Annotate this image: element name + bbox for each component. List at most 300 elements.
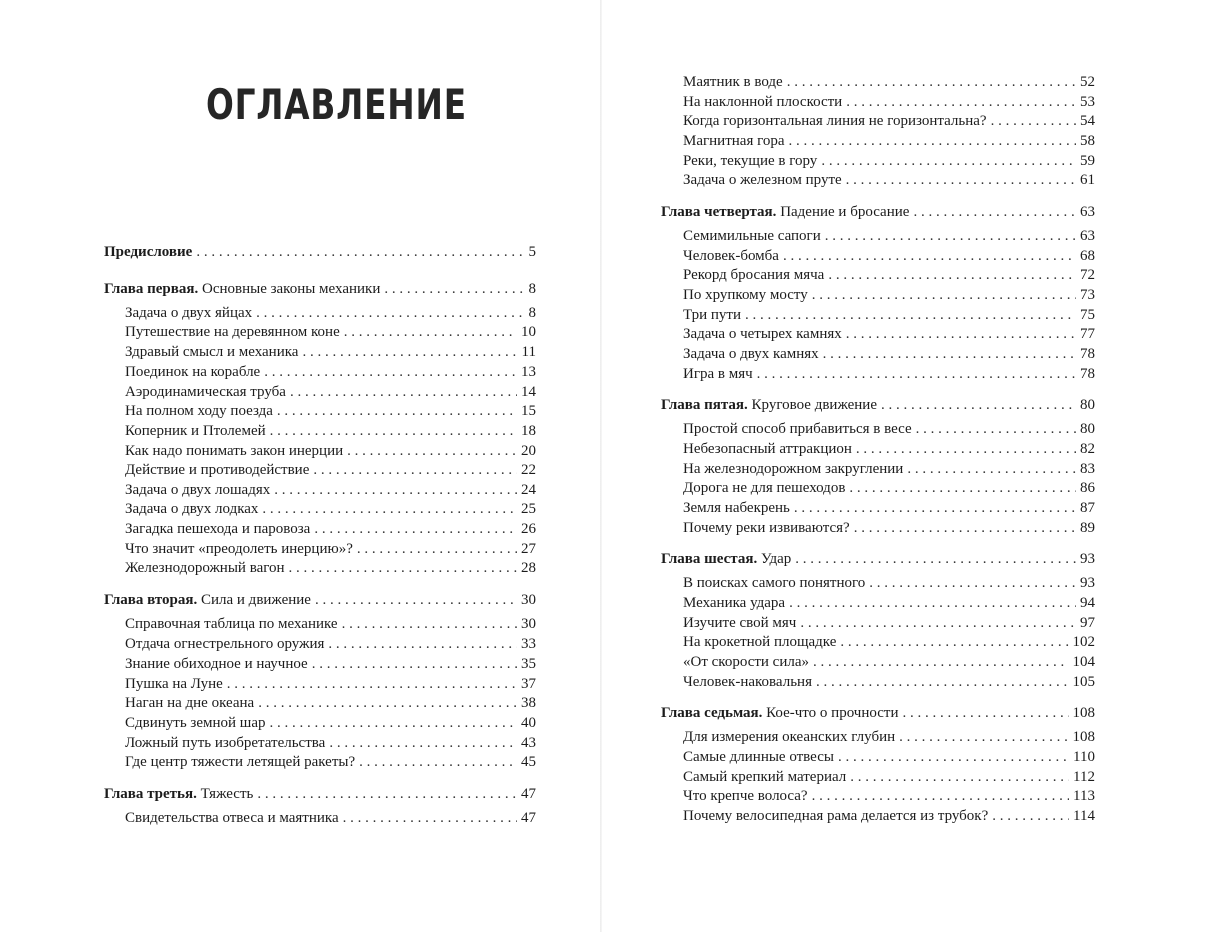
- dot-leader: [800, 613, 1076, 633]
- toc-section-entry: [683, 170, 1095, 190]
- toc-entry-title: [125, 674, 223, 694]
- dot-leader: [881, 395, 1076, 415]
- toc-page-number: 13: [521, 364, 536, 380]
- dot-leader: [314, 519, 517, 539]
- toc-section-entry: [125, 654, 536, 674]
- dot-leader: [838, 747, 1069, 767]
- dot-leader: [812, 786, 1069, 806]
- dot-leader: [270, 713, 517, 733]
- toc-entry-label: Механика удара: [683, 595, 786, 611]
- toc-entry-label: Задача о двух лошадях: [125, 482, 271, 498]
- toc-page-number: 80: [1080, 421, 1095, 437]
- dot-leader: [783, 246, 1076, 266]
- dot-leader: [903, 703, 1069, 723]
- dot-leader: [816, 672, 1069, 692]
- dot-leader: [256, 303, 524, 323]
- toc-entry-label: Игра в мяч: [683, 366, 753, 382]
- toc-section-entry: [683, 459, 1095, 479]
- toc-entry-label: Свидетельства отвеса и маятника: [125, 810, 339, 826]
- dot-leader: [290, 382, 517, 402]
- toc-entry-bold-label: Глава третья.: [104, 786, 197, 802]
- toc-entry-title: [125, 441, 343, 461]
- toc-page-number: 75: [1080, 307, 1095, 323]
- toc-page-number: 15: [521, 403, 536, 419]
- toc-section-entry: [125, 752, 536, 772]
- toc-page-number: 27: [521, 541, 536, 557]
- toc-entry-label: Небезопасный аттракцион: [683, 441, 852, 457]
- toc-section-entry: [683, 419, 1095, 439]
- toc-entry-label: В поисках самого понятного: [683, 575, 866, 591]
- toc-entry-bold-label: Глава четвертая.: [661, 204, 777, 220]
- toc-entry-title: [683, 419, 912, 439]
- toc-entry-label: Пушка на Луне: [125, 676, 223, 692]
- dot-leader: [262, 499, 517, 519]
- toc-entry-title: [683, 439, 852, 459]
- toc-section-entry: [125, 733, 536, 753]
- toc-entry-title: [683, 613, 796, 633]
- toc-section-entry: [125, 401, 536, 421]
- toc-entry-label: Основные законы механики: [201, 281, 381, 297]
- toc-entry-label: Тяжесть: [200, 786, 254, 802]
- toc-chapter-entry: [104, 784, 536, 804]
- toc-section-entry: [683, 478, 1095, 498]
- toc-page-number: 24: [521, 482, 536, 498]
- toc-page-number: 63: [1080, 204, 1095, 220]
- toc-section-entry: [683, 573, 1095, 593]
- toc-entry-title: [683, 498, 790, 518]
- toc-section-entry: [683, 747, 1095, 767]
- toc-entry-label: Коперник и Птолемей: [125, 423, 266, 439]
- dot-leader: [757, 364, 1076, 384]
- dot-leader: [264, 362, 517, 382]
- toc-entry-title: [683, 478, 845, 498]
- dot-leader: [907, 459, 1076, 479]
- toc-entry-title: [125, 634, 324, 654]
- toc-entry-label: Семимильные сапоги: [683, 228, 821, 244]
- toc-entry-label: Действие и противодействие: [125, 462, 310, 478]
- dot-leader: [821, 151, 1076, 171]
- toc-page-number: 82: [1080, 441, 1095, 457]
- toc-entry-label: Здравый смысл и механика: [125, 344, 299, 360]
- toc-entry-title: [125, 499, 258, 519]
- toc-entry-label: Человек-наковальня: [683, 674, 812, 690]
- toc-entry-bold-label: Глава вторая.: [104, 592, 198, 608]
- dot-leader: [789, 131, 1076, 151]
- toc-entry-title: [125, 480, 270, 500]
- toc-entry-label: По хрупкому мосту: [683, 287, 808, 303]
- toc-entry-title: [683, 632, 836, 652]
- toc-entry-bold-label: Глава пятая.: [661, 397, 748, 413]
- toc-entry-label: Как надо понимать закон инерции: [125, 443, 344, 459]
- toc-entry-title: [125, 539, 353, 559]
- dot-leader: [277, 401, 517, 421]
- toc-entry-label: Когда горизонтальная линия не горизонтальна?: [683, 113, 987, 129]
- toc-page-number: 114: [1073, 808, 1095, 824]
- dot-leader: [274, 480, 517, 500]
- toc-entry-label: Падение и бросание: [780, 204, 910, 220]
- dot-leader: [257, 784, 517, 804]
- toc-entry-title: [683, 459, 903, 479]
- toc-entry-title: [125, 713, 266, 733]
- toc-section-entry: [683, 72, 1095, 92]
- dot-leader: [313, 460, 517, 480]
- toc-section-entry: [125, 614, 536, 634]
- toc-section-entry: [683, 767, 1095, 787]
- toc-section-entry: [683, 632, 1095, 652]
- dot-leader: [991, 111, 1076, 131]
- toc-entry-title: [683, 747, 834, 767]
- dot-leader: [787, 72, 1076, 92]
- dot-leader: [813, 652, 1068, 672]
- toc-page-number: 93: [1080, 551, 1095, 567]
- toc-page-number: 38: [521, 695, 536, 711]
- toc-chapter-entry: [661, 395, 1095, 415]
- toc-section-entry: [125, 558, 536, 578]
- toc-entry-label: Круговое движение: [751, 397, 877, 413]
- toc-page-number: 58: [1080, 133, 1095, 149]
- toc-entry-label: Магнитная гора: [683, 133, 785, 149]
- toc-entry-title: [125, 401, 273, 421]
- toc-entry-label: Аэродинамическая труба: [125, 384, 286, 400]
- toc-section-entry: [683, 498, 1095, 518]
- toc-section-entry: [683, 593, 1095, 613]
- toc-chapter-entry: [661, 202, 1095, 222]
- toc-page-number: 35: [521, 656, 536, 672]
- toc-page-number: 11: [521, 344, 536, 360]
- toc-section-entry: [683, 131, 1095, 151]
- toc-entry-label: Железнодорожный вагон: [125, 560, 285, 576]
- toc-entry-label: Дорога не для пешеходов: [683, 480, 846, 496]
- toc-entry-bold-label: Глава первая.: [104, 281, 199, 297]
- toc-page-number: 30: [521, 592, 536, 608]
- toc-page-number: 20: [521, 443, 536, 459]
- toc-entry-title: [683, 344, 819, 364]
- dot-leader: [869, 573, 1076, 593]
- toc-page-number: 5: [528, 244, 536, 260]
- toc-entry-title: [125, 382, 286, 402]
- toc-page-number: 102: [1072, 634, 1095, 650]
- toc-entry-title: [683, 672, 812, 692]
- toc-entry-label: Три пути: [683, 307, 741, 323]
- toc-page-number: 110: [1073, 749, 1095, 765]
- toc-entry-label: Задача о четырех камнях: [683, 326, 842, 342]
- toc-entry-title: [104, 279, 380, 299]
- toc-section-entry: [683, 111, 1095, 131]
- toc-chapter-entry: [104, 242, 536, 262]
- toc-section-entry: [125, 362, 536, 382]
- toc-entry-title: [683, 246, 779, 266]
- toc-page-number: 45: [521, 754, 536, 770]
- toc-section-entry: [125, 303, 536, 323]
- dot-leader: [840, 632, 1068, 652]
- dot-leader: [794, 498, 1076, 518]
- dot-leader: [329, 733, 517, 753]
- dot-leader: [344, 322, 517, 342]
- toc-entry-title: [104, 242, 192, 262]
- toc-section-entry: [125, 674, 536, 694]
- toc-entry-title: [661, 703, 899, 723]
- toc-page-number: 63: [1080, 228, 1095, 244]
- toc-section-entry: [683, 305, 1095, 325]
- toc-chapter-entry: [104, 279, 536, 299]
- toc-section-entry: [683, 285, 1095, 305]
- right-page: [602, 0, 1205, 932]
- toc-page-number: 8: [528, 305, 536, 321]
- dot-leader: [850, 767, 1069, 787]
- toc-entry-label: На наклонной плоскости: [683, 94, 843, 110]
- dot-leader: [258, 693, 517, 713]
- dot-leader: [384, 279, 524, 299]
- toc-chapter-entry: [661, 549, 1095, 569]
- toc-entry-title: [125, 733, 325, 753]
- dot-leader: [359, 752, 517, 772]
- toc-section-entry: [125, 342, 536, 362]
- toc-entry-title: [125, 614, 338, 634]
- toc-entry-title: [683, 518, 850, 538]
- dot-leader: [849, 478, 1076, 498]
- toc-entry-label: Удар: [760, 551, 792, 567]
- toc-page-number: 54: [1080, 113, 1095, 129]
- toc-section-entry: [125, 713, 536, 733]
- dot-leader: [302, 342, 517, 362]
- toc-section-entry: [125, 460, 536, 480]
- dot-leader: [916, 419, 1076, 439]
- dot-leader: [227, 674, 517, 694]
- toc-section-entry: [125, 421, 536, 441]
- page-title: ОГЛАВЛЕНИЕ: [206, 80, 467, 129]
- toc-section-entry: [125, 808, 536, 828]
- toc-page-number: 78: [1080, 366, 1095, 382]
- toc-page-number: 26: [521, 521, 536, 537]
- toc-entry-label: Самый крепкий материал: [683, 769, 847, 785]
- toc-page-number: 105: [1072, 674, 1095, 690]
- toc-page-number: 53: [1080, 94, 1095, 110]
- toc-entry-label: Изучите свой мяч: [683, 615, 797, 631]
- toc-page-number: 47: [521, 786, 536, 802]
- toc-entry-label: Поединок на корабле: [125, 364, 261, 380]
- toc-section-entry: [683, 364, 1095, 384]
- toc-entry-label: Путешествие на деревянном коне: [125, 324, 340, 340]
- toc-entry-label: На крокетной площадке: [683, 634, 837, 650]
- dot-leader: [828, 265, 1076, 285]
- toc-entry-label: Наган на дне океана: [125, 695, 255, 711]
- toc-page-number: 8: [528, 281, 536, 297]
- toc-entry-title: [125, 693, 254, 713]
- toc-entry-title: [683, 806, 988, 826]
- dot-leader: [846, 170, 1076, 190]
- toc-section-entry: [125, 480, 536, 500]
- toc-entry-title: [661, 549, 791, 569]
- toc-entry-label: Задача о двух лодках: [125, 501, 259, 517]
- toc-entry-label: Почему реки извиваются?: [683, 520, 850, 536]
- toc-entry-label: Кое-что о прочности: [766, 705, 899, 721]
- toc-entry-title: [683, 151, 817, 171]
- toc-page-number: 28: [521, 560, 536, 576]
- toc-entry-title: [683, 727, 895, 747]
- toc-entry-title: [683, 285, 808, 305]
- toc-entry-title: [683, 265, 824, 285]
- toc-section-entry: [683, 226, 1095, 246]
- toc-entry-label: Реки, текущие в гору: [683, 153, 818, 169]
- toc-entry-label: На железнодорожном закруглении: [683, 461, 904, 477]
- dot-leader: [789, 593, 1076, 613]
- toc-entry-title: [683, 364, 753, 384]
- toc-entry-label: Для измерения океанских глубин: [683, 729, 896, 745]
- toc-section-entry: [683, 518, 1095, 538]
- toc-chapter-entry: [661, 703, 1095, 723]
- toc-page-number: 97: [1080, 615, 1095, 631]
- toc-entry-title: [104, 590, 311, 610]
- dot-leader: [342, 614, 517, 634]
- dot-leader: [992, 806, 1069, 826]
- toc-page-number: 112: [1073, 769, 1095, 785]
- toc-page-number: 113: [1073, 788, 1095, 804]
- toc-entry-title: [125, 303, 252, 323]
- toc-entry-title: [683, 92, 842, 112]
- dot-leader: [899, 727, 1068, 747]
- dot-leader: [328, 634, 517, 654]
- toc-entry-title: [683, 131, 785, 151]
- toc-page-number: 22: [521, 462, 536, 478]
- dot-leader: [823, 344, 1076, 364]
- toc-entry-label: Рекорд бросания мяча: [683, 267, 825, 283]
- toc-entry-label: Загадка пешехода и паровоза: [125, 521, 311, 537]
- toc-entry-label: «От скорости сила»: [683, 654, 810, 670]
- toc-entry-title: [683, 170, 842, 190]
- toc-page-number: 108: [1072, 729, 1095, 745]
- toc-entry-label: Сила и движение: [200, 592, 311, 608]
- toc-page-number: 25: [521, 501, 536, 517]
- toc-entry-bold-label: Предисловие: [104, 244, 193, 260]
- toc-page-number: 93: [1080, 575, 1095, 591]
- dot-leader: [343, 808, 517, 828]
- toc-page-number: 80: [1080, 397, 1095, 413]
- toc-entry-label: Земля набекрень: [683, 500, 790, 516]
- toc-entry-title: [125, 752, 355, 772]
- toc-section-entry: [683, 344, 1095, 364]
- dot-leader: [289, 558, 517, 578]
- toc-page-number: 47: [521, 810, 536, 826]
- toc-page-number: 73: [1080, 287, 1095, 303]
- toc-page-number: 37: [521, 676, 536, 692]
- toc-entry-title: [125, 421, 266, 441]
- toc-section-entry: [683, 92, 1095, 112]
- dot-leader: [745, 305, 1076, 325]
- toc-page-number: 43: [521, 735, 536, 751]
- toc-page-number: 33: [521, 636, 536, 652]
- toc-section-entry: [683, 151, 1095, 171]
- toc-chapter-entry: [104, 590, 536, 610]
- toc-entry-title: [683, 226, 821, 246]
- dot-leader: [795, 549, 1076, 569]
- toc-page-number: 52: [1080, 74, 1095, 90]
- toc-entry-label: Знание обиходное и научное: [125, 656, 308, 672]
- toc-entry-title: [683, 305, 741, 325]
- toc-page-number: 59: [1080, 153, 1095, 169]
- toc-section-entry: [683, 672, 1095, 692]
- toc-entry-label: Что значит «преодолеть инерцию»?: [125, 541, 353, 557]
- dot-leader: [825, 226, 1076, 246]
- toc-page-number: 87: [1080, 500, 1095, 516]
- dot-leader: [854, 518, 1076, 538]
- toc-entry-title: [125, 362, 260, 382]
- toc-entry-title: [125, 654, 308, 674]
- toc-page-number: 77: [1080, 326, 1095, 342]
- toc-entry-title: [104, 784, 253, 804]
- toc-section-entry: [125, 634, 536, 654]
- toc-entry-bold-label: Глава седьмая.: [661, 705, 763, 721]
- toc-entry-title: [125, 342, 298, 362]
- toc-section-entry: [683, 806, 1095, 826]
- dot-leader: [812, 285, 1076, 305]
- toc-entry-label: Задача о двух яйцах: [125, 305, 253, 321]
- left-page: [0, 0, 600, 932]
- toc-entry-label: Что крепче волоса?: [683, 788, 808, 804]
- toc-entry-label: Маятник в воде: [683, 74, 783, 90]
- toc-entry-label: Простой способ прибавиться в весе: [683, 421, 912, 437]
- toc-entry-bold-label: Глава шестая.: [661, 551, 758, 567]
- toc-entry-label: Где центр тяжести летящей ракеты?: [125, 754, 356, 770]
- toc-section-entry: [125, 519, 536, 539]
- toc-entry-title: [683, 573, 865, 593]
- toc-section-entry: [125, 382, 536, 402]
- toc-entry-title: [683, 593, 785, 613]
- toc-page-number: 89: [1080, 520, 1095, 536]
- toc-entry-label: Задача о железном пруте: [683, 172, 842, 188]
- toc-page-number: 18: [521, 423, 536, 439]
- dot-leader: [846, 92, 1076, 112]
- toc-page-number: 40: [521, 715, 536, 731]
- dot-leader: [347, 441, 517, 461]
- toc-section-entry: [683, 246, 1095, 266]
- toc-page-number: 108: [1072, 705, 1095, 721]
- toc-section-entry: [683, 613, 1095, 633]
- toc-entry-title: [125, 808, 339, 828]
- toc-page-number: 94: [1080, 595, 1095, 611]
- dot-leader: [913, 202, 1076, 222]
- toc-entry-title: [661, 395, 877, 415]
- toc-entry-label: Почему велосипедная рама делается из трубок?: [683, 808, 989, 824]
- toc-entry-label: Справочная таблица по механике: [125, 616, 338, 632]
- toc-entry-label: Отдача огнестрельного оружия: [125, 636, 325, 652]
- toc-entry-title: [683, 652, 809, 672]
- toc-section-entry: [683, 727, 1095, 747]
- toc-section-entry: [683, 324, 1095, 344]
- toc-entry-label: Человек-бомба: [683, 248, 779, 264]
- toc-page-number: 10: [521, 324, 536, 340]
- toc-section-entry: [683, 786, 1095, 806]
- toc-section-entry: [125, 499, 536, 519]
- toc-entry-title: [683, 72, 783, 92]
- toc-section-entry: [125, 441, 536, 461]
- toc-section-entry: [125, 693, 536, 713]
- toc-page-number: 83: [1080, 461, 1095, 477]
- toc-entry-title: [125, 460, 309, 480]
- toc-entry-title: [683, 767, 846, 787]
- toc-entry-label: На полном ходу поезда: [125, 403, 273, 419]
- toc-entry-label: Сдвинуть земной шар: [125, 715, 266, 731]
- toc-entry-title: [683, 111, 987, 131]
- toc-section-entry: [683, 265, 1095, 285]
- toc-entry-label: Ложный путь изобретательства: [125, 735, 326, 751]
- toc-entry-title: [661, 202, 909, 222]
- toc-page-number: 68: [1080, 248, 1095, 264]
- toc-section-entry: [125, 322, 536, 342]
- toc-section-entry: [683, 652, 1095, 672]
- dot-leader: [357, 539, 517, 559]
- toc-page-number: 61: [1080, 172, 1095, 188]
- dot-leader: [270, 421, 517, 441]
